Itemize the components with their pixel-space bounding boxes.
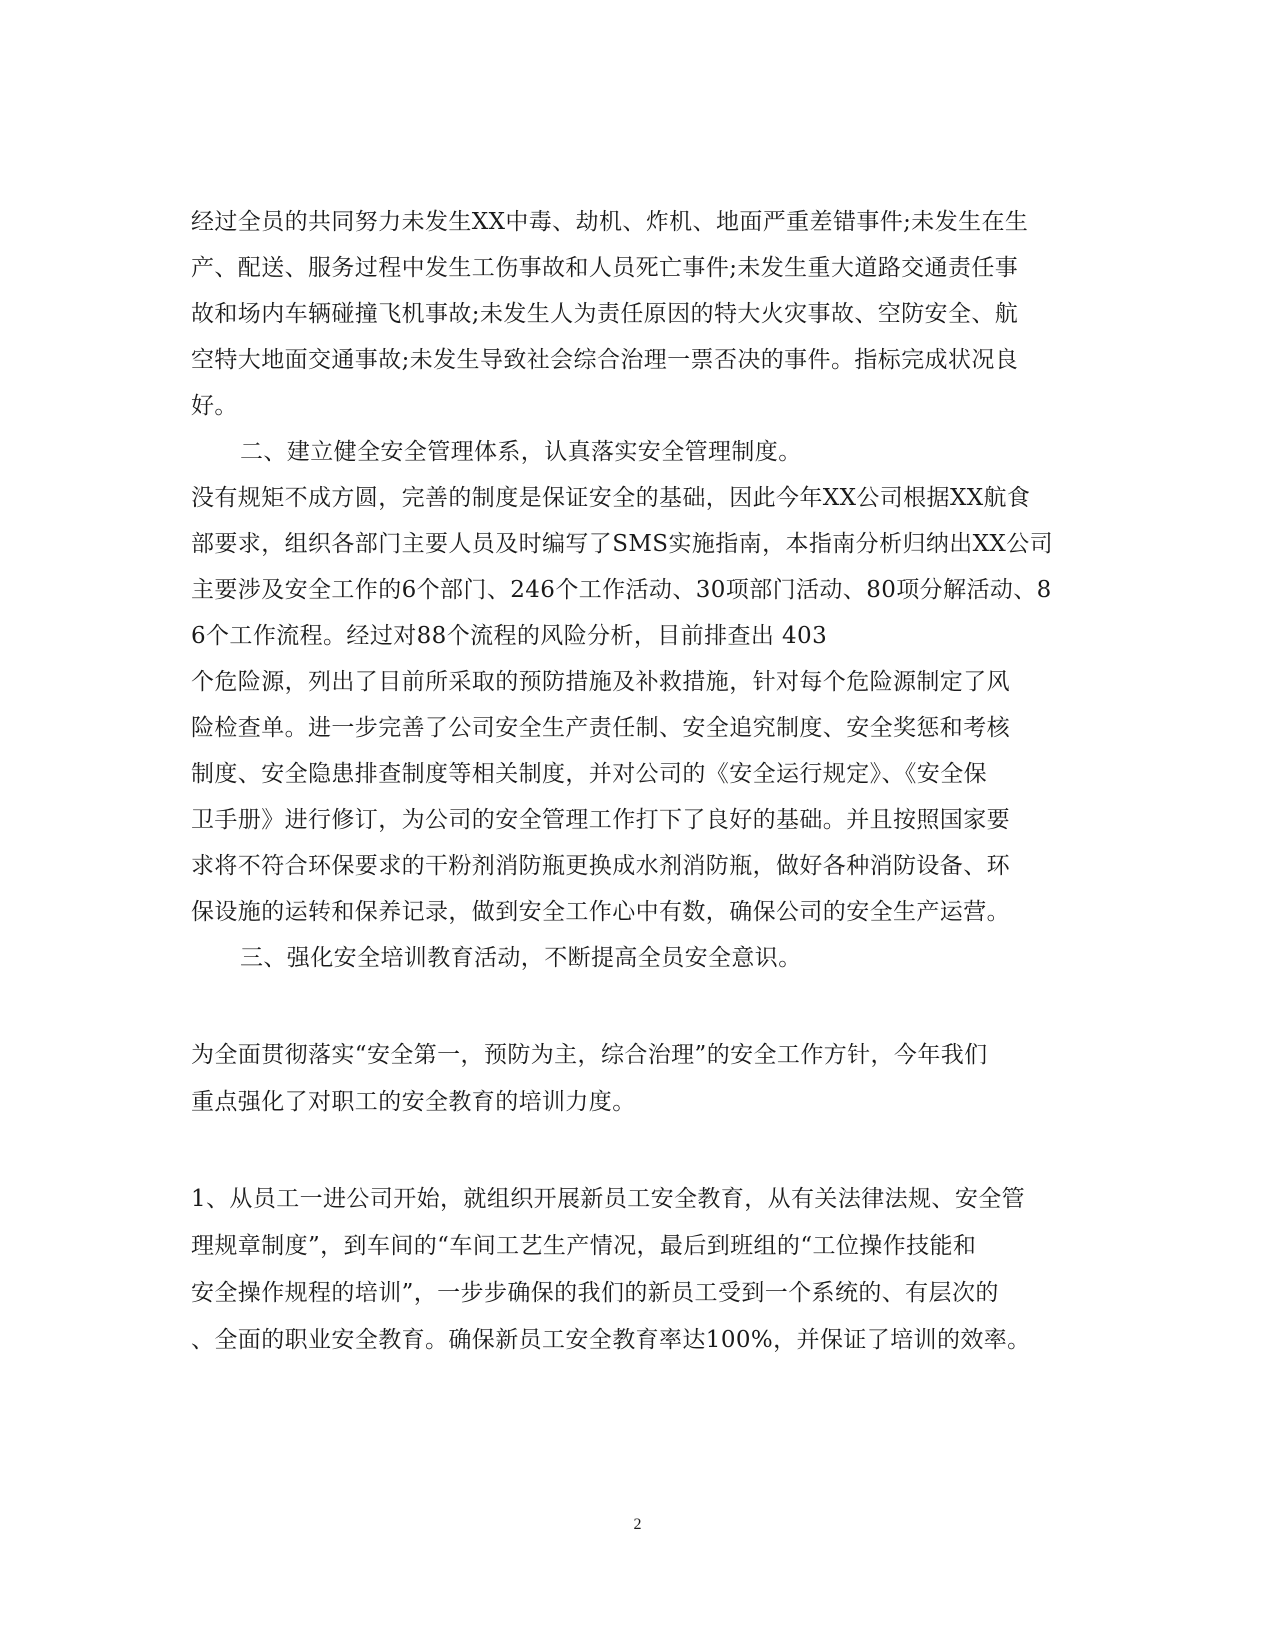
text-line: 、全面的职业安全教育。确保新员工安全教育率达100%，并保证了培训的效率。: [191, 1327, 1031, 1353]
text-line: 1、从员工一进公司开始，就组织开展新员工安全教育，从有关法律法规、安全管: [191, 1186, 1026, 1212]
text-line: 没有规矩不成方圆，完善的制度是保证安全的基础，因此今年XX公司根据XX航食: [191, 485, 1031, 511]
text-line: 制度、安全隐患排查制度等相关制度，并对公司的《安全运行规定》、《安全保: [191, 761, 987, 787]
text-line: 经过全员的共同努力未发生XX中毒、劫机、炸机、地面严重差错事件;未发生在生: [191, 209, 1029, 235]
text-line: 个危险源，列出了目前所采取的预防措施及补救措施，针对每个危险源制定了风: [191, 669, 1010, 695]
section-heading: 二、建立健全安全管理体系，认真落实安全管理制度。: [240, 439, 802, 465]
page-number: 2: [633, 1516, 642, 1533]
text-line: 部要求，组织各部门主要人员及时编写了SMS实施指南，本指南分析归纳出XX公司: [191, 531, 1054, 557]
text-line: 保设施的运转和保养记录，做到安全工作心中有数，确保公司的安全生产运营。: [191, 899, 1010, 925]
text-line: 安全操作规程的培训”，一步步确保的我们的新员工受到一个系统的、有层次的: [191, 1280, 999, 1306]
text-line: 主要涉及安全工作的6个部门、246个工作活动、30项部门活动、80项分解活动、8: [191, 577, 1052, 603]
text-line: 理规章制度”，到车间的“车间工艺生产情况，最后到班组的“工位操作技能和: [191, 1233, 977, 1259]
section-heading: 三、强化安全培训教育活动，不断提高全员安全意识。: [240, 945, 802, 971]
text-line: 空特大地面交通事故;未发生导致社会综合治理一票否决的事件。指标完成状况良: [191, 347, 1019, 373]
text-line: 重点强化了对职工的安全教育的培训力度。: [191, 1089, 636, 1115]
text-line: 6个工作流程。经过对88个流程的风险分析，目前排查出 403: [191, 623, 828, 649]
text-line: 为全面贯彻落实“安全第一，预防为主，综合治理”的安全工作方针，今年我们: [191, 1042, 988, 1068]
text-line: 产、配送、服务过程中发生工伤事故和人员死亡事件;未发生重大道路交通责任事: [191, 255, 1019, 281]
text-line: 故和场内车辆碰撞飞机事故;未发生人为责任原因的特大火灾事故、空防安全、航: [191, 301, 1019, 327]
text-line: 好。: [191, 393, 238, 419]
text-line: 求将不符合环保要求的干粉剂消防瓶更换成水剂消防瓶，做好各种消防设备、环: [191, 853, 1010, 879]
text-line: 卫手册》进行修订，为公司的安全管理工作打下了良好的基础。并且按照国家要: [191, 807, 1010, 833]
text-line: 险检查单。进一步完善了公司安全生产责任制、安全追究制度、安全奖惩和考核: [191, 715, 1010, 741]
